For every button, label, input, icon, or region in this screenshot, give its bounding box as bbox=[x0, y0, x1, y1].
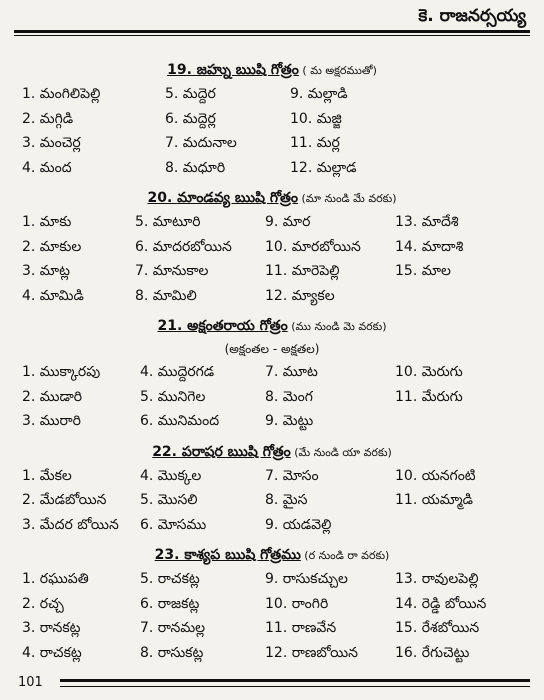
gotra-surname-entry: 9. మెట్టు bbox=[265, 413, 314, 429]
gotra-surname-entry: 6. మునిమంద bbox=[140, 413, 220, 429]
table-row bbox=[0, 364, 544, 386]
section-heading-text: 22. పరాషర ఋషి గోత్రం bbox=[152, 443, 291, 460]
table-row bbox=[0, 263, 544, 285]
gotra-surname-entry: 11. మారెపెల్లి bbox=[265, 263, 340, 279]
gotra-surname-entry: 7. మోసం bbox=[265, 467, 319, 484]
gotra-surname-entry: 4. రాచకట్ల bbox=[22, 644, 82, 661]
table-row bbox=[0, 645, 544, 667]
section-heading-text: 23. కాశ్యప ఋషి గోత్రము bbox=[154, 547, 301, 563]
gotra-surname-entry: 9. రాసుకచ్చుల bbox=[265, 571, 348, 587]
table-row bbox=[0, 389, 544, 411]
gotra-surname-entry: 3. రానకట్ల bbox=[22, 620, 81, 636]
gotra-surname-entry: 9. మల్లాడి bbox=[290, 86, 348, 102]
gotra-surname-entry: 5. మునిగెల bbox=[140, 388, 206, 405]
gotra-surname-entry: 5. రాచకట్ల bbox=[140, 571, 200, 587]
gotra-surname-entry: 16. రేగుచెట్టు bbox=[395, 644, 470, 661]
gotra-surname-entry: 3. మాట్ల bbox=[22, 263, 70, 279]
gotra-surname-entry: 4. మొక్కల bbox=[140, 467, 202, 484]
section-subtitle: (మే నుండి యా వరకు) bbox=[290, 445, 392, 459]
gotra-surname-entry: 11. మేరుగు bbox=[395, 388, 463, 405]
gotra-surname-entry: 14. మాదాశి bbox=[395, 238, 464, 255]
gotra-surname-entry: 4. మామిడి bbox=[22, 287, 84, 304]
gotra-surname-entry: 1. మంగిలిపెల్లి bbox=[22, 86, 101, 102]
section-subtitle: (ర నుండి రా వరకు) bbox=[300, 549, 390, 562]
section-heading-text: 20. మాండవ్య ఋషి గోత్రం bbox=[147, 190, 298, 206]
gotra-surname-entry: 7. మానుకాల bbox=[135, 263, 209, 279]
gotra-surname-entry: 1. మేకల bbox=[22, 467, 72, 484]
gotra-surname-entry: 6. రాజకట్ల bbox=[140, 595, 200, 612]
table-row bbox=[0, 135, 544, 157]
gotra-surname-entry: 14. రెడ్డి బోయిన bbox=[395, 595, 487, 612]
author-header: కె. రాజనర్సయ్య bbox=[418, 6, 526, 26]
gotra-surname-entry: 2. మాకుల bbox=[22, 238, 82, 255]
gotra-surname-entry: 10. మజ్జి bbox=[290, 110, 342, 127]
section-title bbox=[0, 547, 544, 566]
section-subtitle: (ము నుండి మె వరకు) bbox=[287, 320, 387, 333]
gotra-surname-entry: 1. మాకు bbox=[22, 214, 72, 230]
section-subtitle: (మా నుండి మే వరకు) bbox=[297, 192, 397, 205]
footer-rule-thin bbox=[60, 686, 530, 687]
table-row bbox=[0, 468, 544, 490]
gotra-surname-entry: 15. రేశబోయిన bbox=[395, 620, 480, 636]
gotra-surname-entry: 15. మాల bbox=[395, 263, 451, 279]
gotra-surname-entry: 1. రఘుపతి bbox=[22, 571, 89, 587]
gotra-surname-entry: 8. రాసుకట్ల bbox=[140, 644, 204, 661]
table-row bbox=[0, 517, 544, 539]
section-title bbox=[0, 318, 544, 337]
gotra-surname-entry: 11. మర్ల bbox=[290, 135, 340, 151]
gotra-surname-entry: 6. మోసము bbox=[140, 516, 207, 533]
table-row bbox=[0, 288, 544, 310]
gotra-surname-entry: 8. మామిలి bbox=[135, 287, 197, 304]
gotra-surname-entry: 6. మాదరబోయిన bbox=[135, 238, 232, 255]
page-number: 101 bbox=[18, 675, 43, 690]
section-title bbox=[0, 444, 544, 463]
table-row bbox=[0, 596, 544, 618]
gotra-surname-entry: 10. మారబోయిన bbox=[265, 238, 361, 255]
gotra-surname-entry: 2. మగ్గిడి bbox=[22, 110, 74, 127]
gotra-surname-entry: 5. మొసలి bbox=[140, 492, 198, 508]
gotra-surname-entry: 2. మేడబోయిన bbox=[22, 492, 107, 508]
gotra-surname-entry: 5. మద్దెర bbox=[165, 86, 216, 102]
gotra-surname-entry: 7. మూట bbox=[265, 364, 318, 380]
section-title bbox=[0, 62, 544, 81]
table-row bbox=[0, 160, 544, 182]
section-note: (అక్షంతల - అక్షతల) bbox=[224, 342, 320, 356]
gotra-surname-entry: 3. మంచెర్ల bbox=[22, 135, 81, 151]
gotra-surname-entry: 8. మధూరి bbox=[165, 159, 226, 176]
gotra-surname-entry: 9. మార bbox=[265, 214, 311, 230]
gotra-surname-entry: 8. మైస bbox=[265, 492, 308, 508]
table-row bbox=[0, 492, 544, 514]
header-rule-thin bbox=[14, 35, 530, 36]
table-row bbox=[0, 239, 544, 261]
gotra-surname-entry: 13. మాదేశి bbox=[395, 214, 459, 230]
gotra-surname-entry: 6. మద్దెర్ల bbox=[165, 110, 216, 127]
table-row bbox=[0, 571, 544, 593]
gotra-surname-entry: 12. మల్లాడ bbox=[290, 159, 357, 176]
gotra-surname-entry: 2. రచ్చ bbox=[22, 595, 64, 612]
gotra-surname-entry: 7. రానమల్ల bbox=[140, 620, 206, 636]
gotra-surname-entry: 12. మ్యాకల bbox=[265, 287, 335, 304]
gotra-surname-entry: 10. మెరుగు bbox=[395, 364, 463, 380]
gotra-surname-entry: 11. రాణవేన bbox=[265, 620, 337, 636]
gotra-surname-entry: 2. ముడారి bbox=[22, 388, 83, 405]
section-heading-text: 21. అక్షంతరాయ గోత్రం bbox=[157, 318, 288, 334]
gotra-surname-entry: 8. మెంగ bbox=[265, 388, 313, 405]
table-row bbox=[0, 214, 544, 236]
footer-rule bbox=[60, 679, 530, 682]
header-rule bbox=[14, 30, 530, 33]
gotra-surname-entry: 10. యనగంటి bbox=[395, 467, 476, 484]
table-row bbox=[0, 86, 544, 108]
section-title bbox=[0, 190, 544, 209]
gotra-surname-entry: 1. ముక్కారపు bbox=[22, 364, 101, 380]
gotra-surname-entry: 13. రావులపెల్లి bbox=[395, 571, 479, 587]
gotra-surname-entry: 5. మాటూరి bbox=[135, 214, 201, 230]
gotra-surname-entry: 3. మేదర బోయిన bbox=[22, 516, 119, 533]
table-row bbox=[0, 620, 544, 642]
gotra-surname-entry: 11. యమ్మాడి bbox=[395, 492, 473, 508]
gotra-surname-entry: 12. రాణబోయిన bbox=[265, 644, 358, 661]
gotra-surname-entry: 3. మురారి bbox=[22, 413, 81, 429]
gotra-surname-entry: 7. మదునాల bbox=[165, 135, 237, 151]
table-row bbox=[0, 111, 544, 133]
section-heading-text: 19. జహ్ను ఋషి గోత్రం bbox=[167, 62, 299, 78]
section-subtitle: ( మ అక్షరముతో) bbox=[298, 64, 377, 77]
gotra-surname-entry: 4. ముద్దెరగడ bbox=[140, 364, 215, 380]
gotra-surname-entry: 10. రాంగిరి bbox=[265, 595, 329, 612]
gotra-surname-entry: 9. యడవెల్లి bbox=[265, 516, 332, 533]
gotra-surname-entry: 4. మంద bbox=[22, 159, 72, 176]
table-row bbox=[0, 413, 544, 435]
